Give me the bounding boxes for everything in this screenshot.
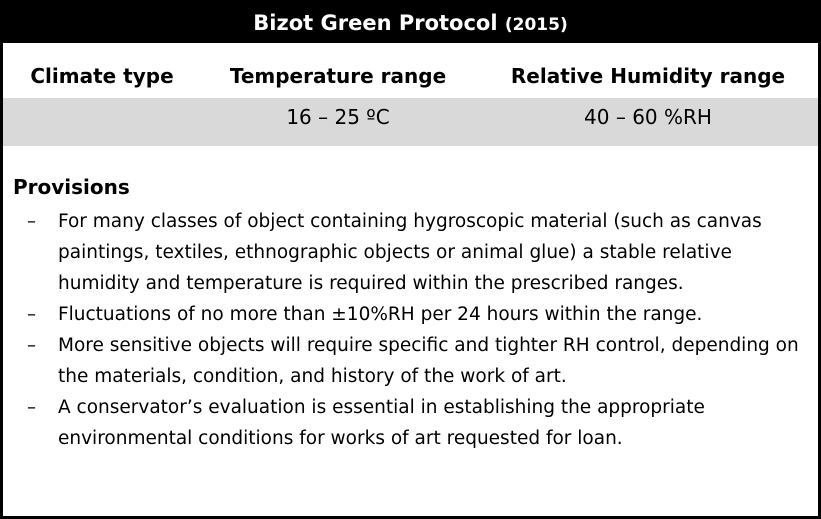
header-climate-type: Climate type [30,64,174,88]
title-bar [3,3,818,43]
list-item [3,392,818,454]
dash-bullet: – [27,335,36,356]
list-item [3,330,818,392]
provision-text: For many classes of object containing hygroscopic material (such as canvas paintings, textiles, ethnographic objects or animal glue) a stable relative humidity and temperature is required within the prescribed ranges. [58,211,762,294]
list-item [3,206,818,299]
title-year: (2015) [504,15,568,35]
table-row [3,98,818,146]
header-humidity-range: Relative Humidity range [510,64,786,88]
header-temperature-range: Temperature range [229,64,447,88]
dash-bullet: – [27,397,36,418]
provisions-heading: Provisions [13,175,130,199]
provision-text: A conservator’s evaluation is essential in establishing the appropriate environmental conditions for works of art requested for loan. [58,397,705,449]
provision-text: Fluctuations of no more than ±10%RH per 24 hours within the range. [58,304,703,325]
provisions-list [3,206,818,454]
list-item [3,299,818,330]
cell-temperature-range: 16 – 25 ºC [286,105,390,129]
cell-humidity-range: 40 – 60 %RH [584,105,712,129]
dash-bullet: – [27,304,36,325]
provision-text: More sensitive objects will require specific and tighter RH control, depending on the materials, condition, and history of the work of art. [58,335,799,387]
title-text: Bizot Green Protocol [253,11,498,35]
dash-bullet: – [27,211,36,232]
